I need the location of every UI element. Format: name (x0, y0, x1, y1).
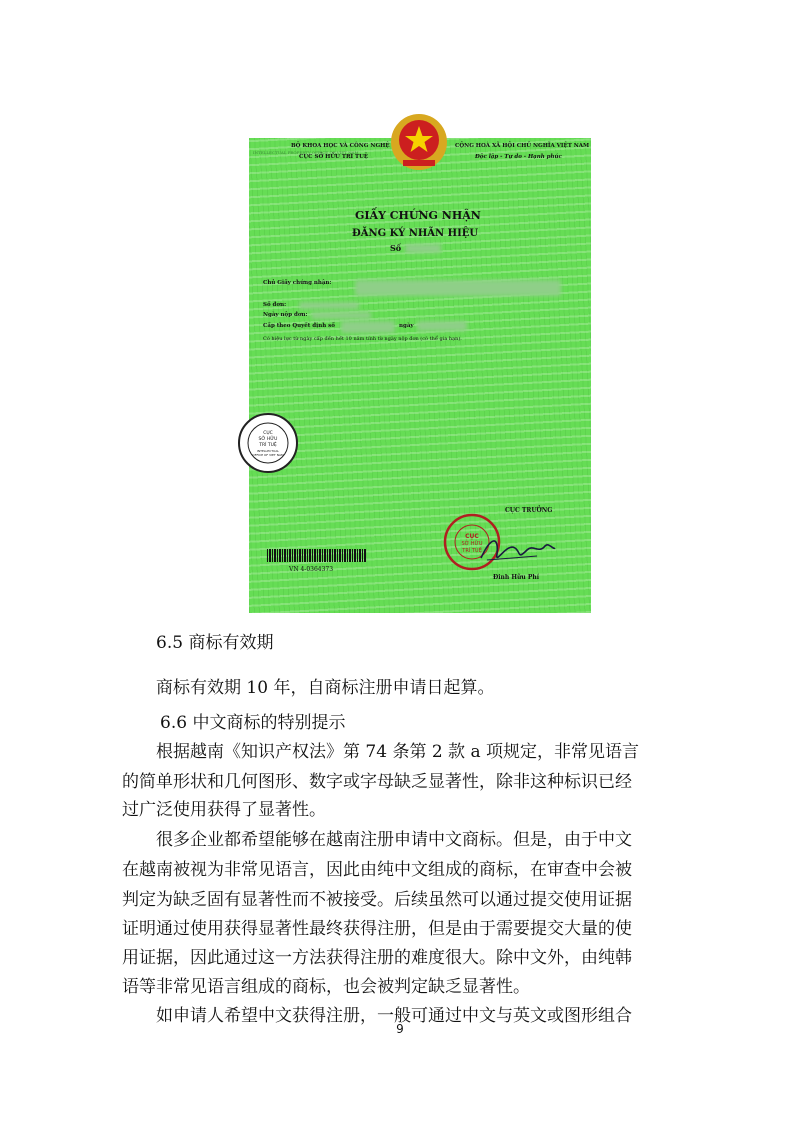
svg-text:SỞ HỮU: SỞ HỮU (258, 437, 278, 442)
paragraph-line: 如申请人希望中文获得注册，一般可通过中文与英文或图形组合 (156, 1006, 632, 1026)
ministry-name: BỘ KHOA HỌC VÀ CÔNG NGHỆ (291, 143, 390, 149)
paragraph-line: 证明通过使用获得显著性最终获得注册，但是由于需要提交大量的使 (122, 919, 632, 939)
redacted-number (405, 244, 441, 253)
svg-text:SỞ HỮU: SỞ HỮU (461, 541, 483, 547)
republic-name: CỘNG HOÀ XÃ HỘI CHỦ NGHĨA VIỆT NAM (455, 143, 590, 149)
certificate-barcode (267, 549, 367, 562)
paragraph-line: 用证据，因此通过这一方法获得注册的难度很大。除中文外，由纯韩 (122, 948, 632, 968)
redacted-owner (355, 280, 561, 296)
owner-label: Chủ Giấy chứng nhận: (263, 280, 332, 286)
office-name: CỤC SỞ HỮU TRÍ TUỆ (299, 154, 369, 160)
director-title: CỤC TRƯỞNG (505, 507, 553, 514)
section-6-6-heading: 6.6 中文商标的特别提示 (160, 713, 346, 733)
application-number-label: Số đơn: (263, 302, 287, 308)
svg-text:OFFICE OF VIET NAM: OFFICE OF VIET NAM (252, 453, 284, 457)
redacted-date (417, 321, 467, 331)
decision-label: Cấp theo Quyết định số (263, 323, 335, 329)
page-number: 9 (396, 1022, 404, 1036)
paragraph-line: 的简单形状和几何图形、数字或字母缺乏显著性，除非这种标识已经 (122, 772, 632, 792)
redacted-app-number (299, 302, 359, 309)
background-pattern-text: INTELLECTUAL PROPERTY OFFICE OF VIET NAM (253, 150, 359, 155)
certificate-subtitle: ĐĂNG KÝ NHÃN HIỆU (352, 228, 479, 239)
svg-text:CỤC: CỤC (465, 533, 479, 540)
office-seal-icon (237, 412, 299, 474)
paragraph-line: 判定为缺乏固有显著性而不被接受。后续虽然可以通过提交使用证据 (122, 890, 632, 910)
director-name: Đinh Hữu Phí (493, 574, 539, 581)
certificate-number-label: Số (390, 243, 402, 253)
svg-text:INTELLECTUAL: INTELLECTUAL (257, 449, 279, 453)
national-motto: Độc lập - Tự do - Hạnh phúc (475, 154, 562, 160)
trademark-certificate-image (237, 112, 599, 615)
certificate-serial: VN 4-0364373 (289, 566, 334, 573)
paragraph-line: 在越南被视为非常见语言，因此由纯中文组成的商标，在审查中会被 (122, 860, 632, 880)
director-signature (477, 530, 557, 570)
certificate-title: GIẤY CHỨNG NHẬN (355, 209, 481, 222)
paragraph-line: 很多企业都希望能够在越南注册申请中文商标。但是，由于中文 (156, 830, 632, 850)
paragraph-line: 语等非常见语言组成的商标，也会被判定缺乏显著性。 (122, 977, 530, 997)
redacted-decision (341, 321, 395, 333)
filing-date-label: Ngày nộp đơn: (263, 312, 308, 318)
redacted-filing-date (311, 312, 371, 319)
svg-text:TRÍ TUỆ: TRÍ TUỆ (462, 548, 482, 554)
section-6-5-heading: 6.5 商标有效期 (156, 633, 274, 653)
paragraph-line: 过广泛使用获得了显著性。 (122, 800, 326, 820)
svg-text:TRÍ TUỆ: TRÍ TUỆ (259, 443, 277, 448)
national-emblem-icon (389, 112, 449, 174)
svg-text:CỤC: CỤC (263, 431, 273, 436)
section-6-5-body: 商标有效期 10 年，自商标注册申请日起算。 (156, 678, 495, 698)
paragraph-line: 根据越南《知识产权法》第 74 条第 2 款 a 项规定，非常见语言 (156, 742, 640, 762)
validity-note: Có hiệu lực từ ngày cấp đến hết 10 năm tính từ ngày nộp đơn (có thể gia hạn). (263, 336, 462, 342)
day-label: ngày (399, 323, 414, 329)
